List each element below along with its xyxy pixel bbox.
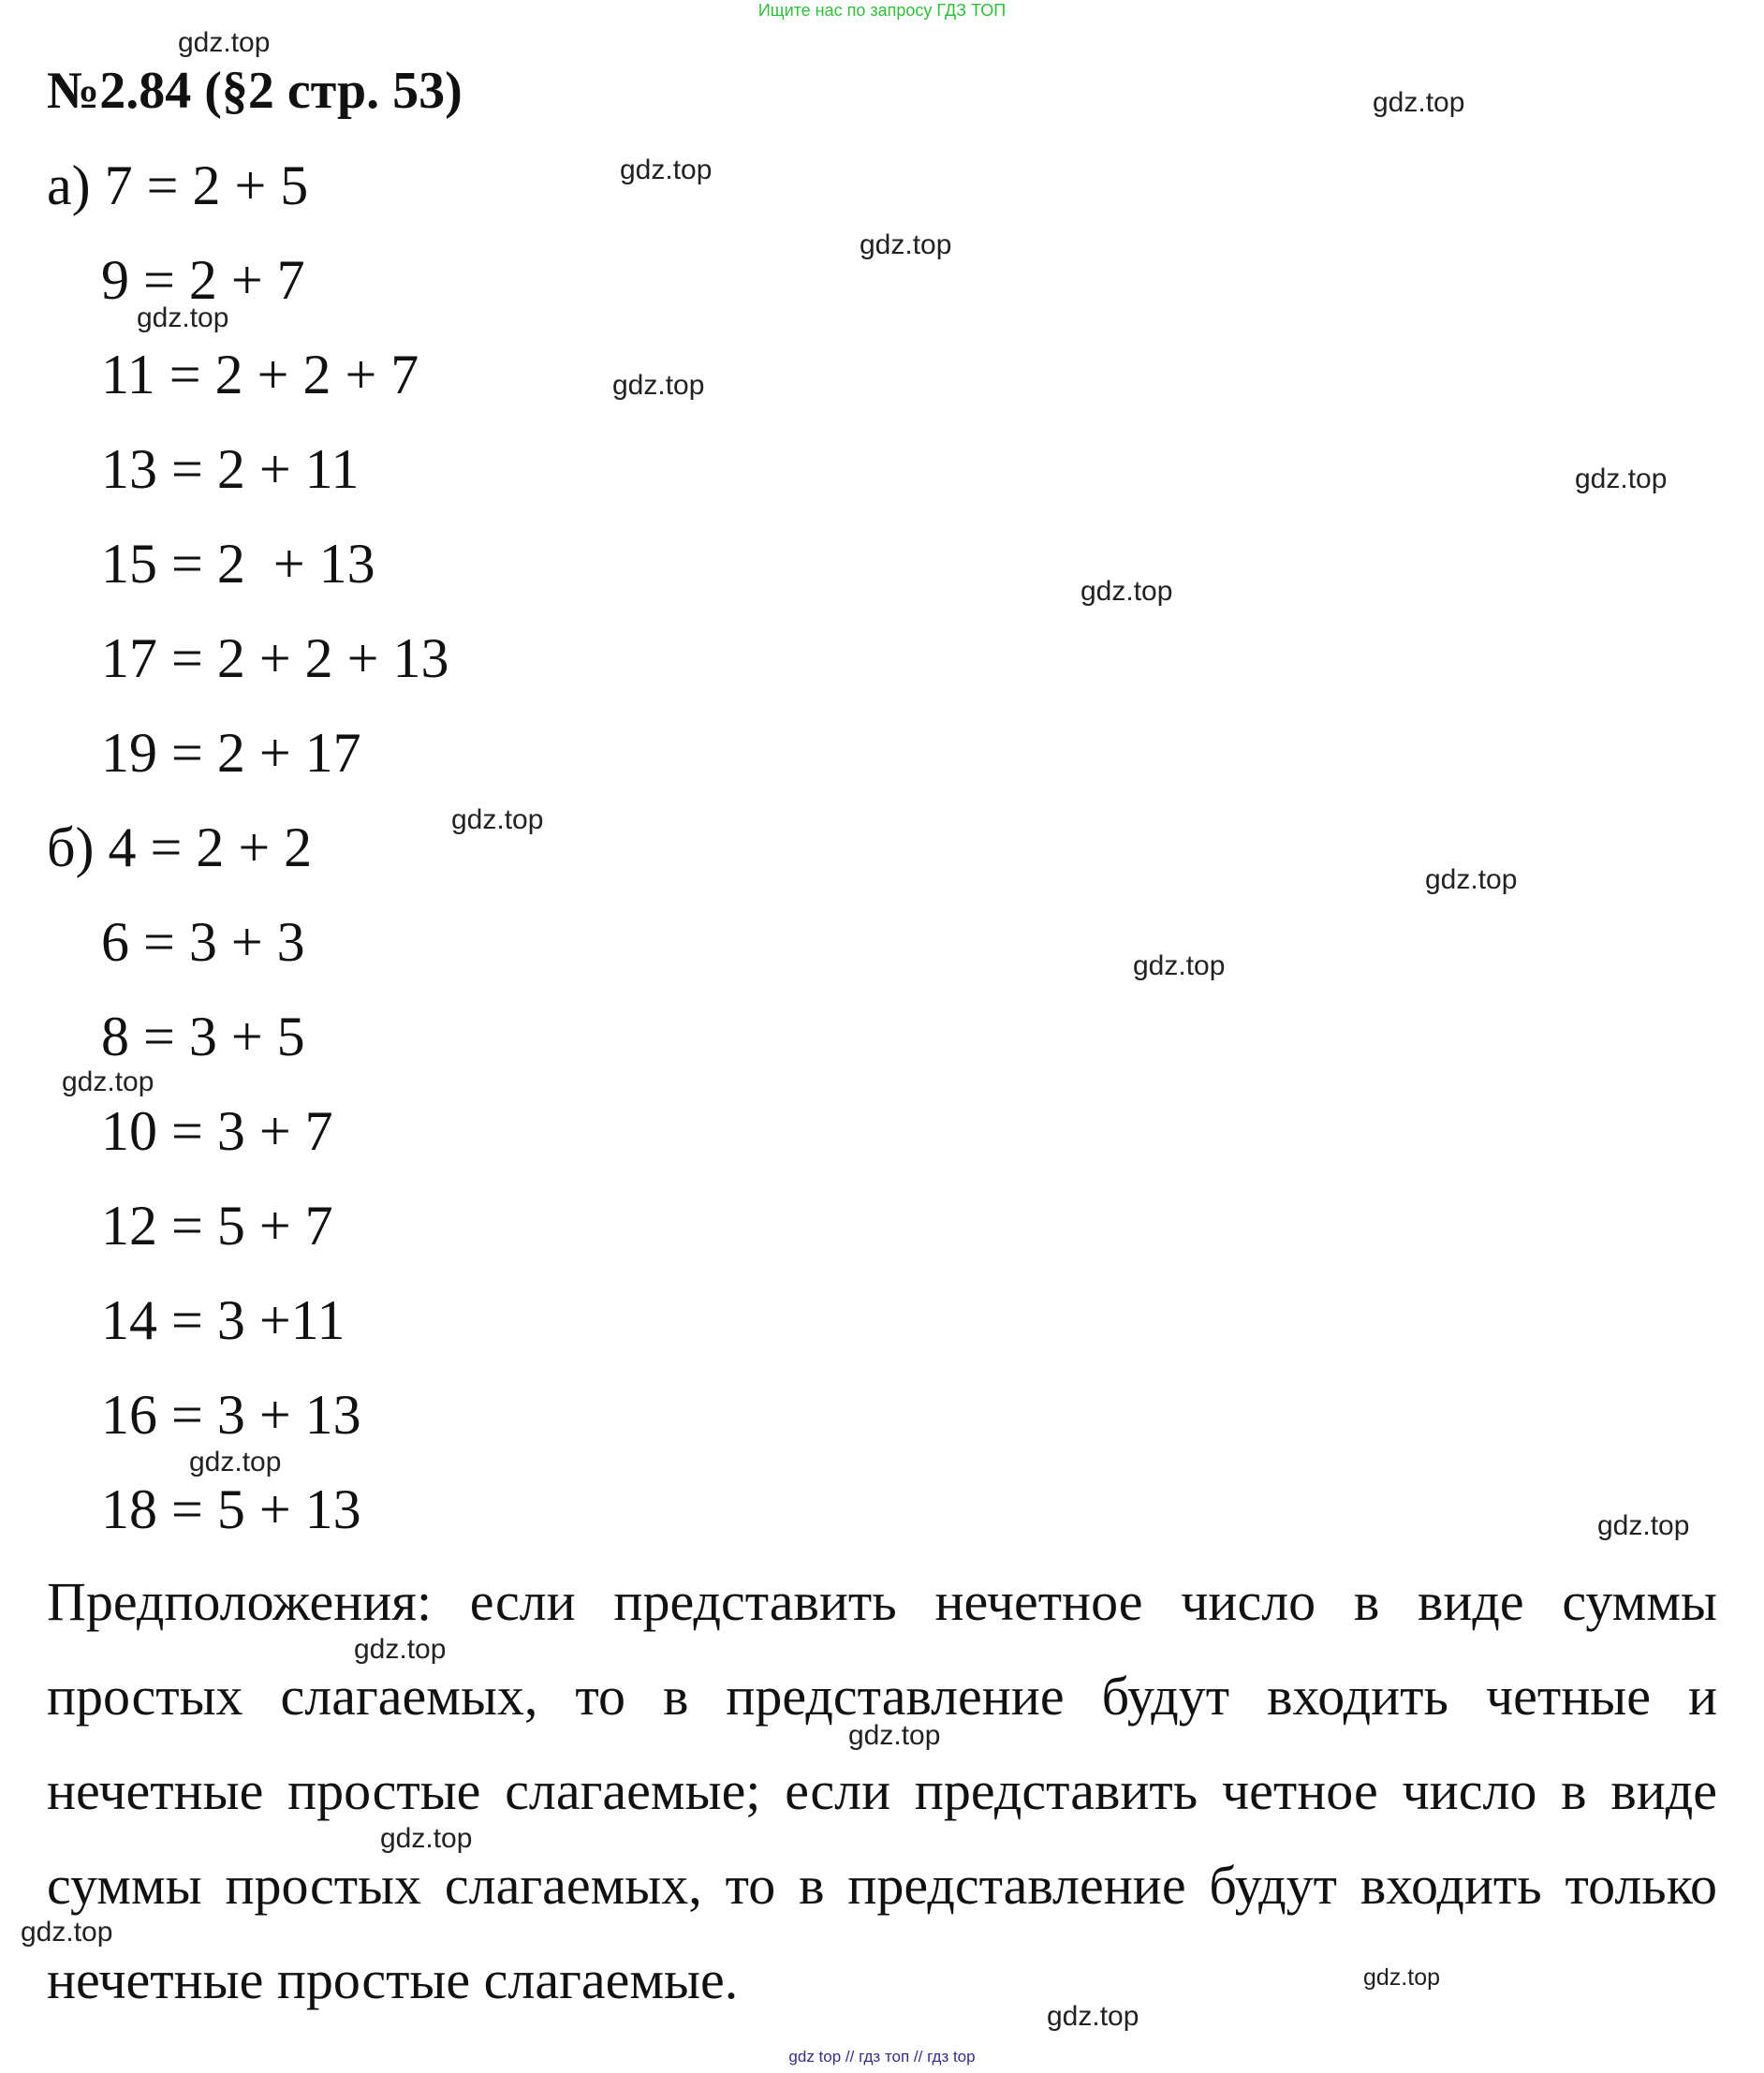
conclusion-line-1: Предположения: если представить нечетное число в виде суммы [47, 1571, 1717, 1632]
watermark: gdz.top [612, 370, 705, 401]
equation-b-7: 16 = 3 + 13 [101, 1384, 361, 1446]
equation-b-5: 12 = 5 + 7 [101, 1195, 333, 1257]
watermark: gdz.top [1363, 1964, 1441, 1991]
equation-b-1: б) 4 = 2 + 2 [47, 816, 313, 878]
watermark: gdz.top [189, 1447, 282, 1478]
watermark: gdz.top [178, 27, 271, 58]
equation-a-4: 13 = 2 + 11 [101, 438, 360, 500]
equation-b-2: 6 = 3 + 3 [101, 911, 305, 973]
equation-a-7: 19 = 2 + 17 [101, 722, 361, 784]
watermark: gdz.top [848, 1720, 941, 1751]
equation-a-2: 9 = 2 + 7 [101, 249, 305, 311]
equation-a-1: а) 7 = 2 + 5 [47, 154, 309, 216]
watermark: gdz.top [1373, 87, 1465, 118]
watermark: gdz.top [1597, 1510, 1690, 1541]
equation-a-3: 11 = 2 + 2 + 7 [101, 344, 419, 405]
watermark: gdz.top [1575, 463, 1668, 494]
equation-a-6: 17 = 2 + 2 + 13 [101, 627, 449, 689]
watermark: gdz.top [860, 229, 952, 260]
watermark: gdz.top [1080, 576, 1173, 607]
search-banner: Ищите нас по запросу ГДЗ ТОП [757, 1, 1007, 20]
equation-b-4: 10 = 3 + 7 [101, 1100, 333, 1162]
watermark: gdz.top [1425, 864, 1518, 895]
equation-b-6: 14 = 3 +11 [101, 1289, 345, 1351]
conclusion-line-5: нечетные простые слагаемые. [47, 1949, 739, 2010]
watermark: gdz.top [1133, 950, 1226, 981]
footer-links: gdz top // гдз топ // гдз top [788, 2048, 976, 2066]
watermark: gdz.top [380, 1823, 473, 1854]
page-title: №2.84 (§2 стр. 53) [47, 62, 463, 120]
watermark: gdz.top [21, 1917, 113, 1948]
conclusion-line-3: нечетные простые слагаемые; если представить четное число в виде [47, 1760, 1717, 1821]
watermark: gdz.top [137, 302, 229, 333]
watermark: gdz.top [354, 1634, 447, 1665]
conclusion-line-2: простых слагаемых, то в представление будут входить четные и [47, 1666, 1717, 1727]
watermark: gdz.top [620, 154, 713, 185]
watermark: gdz.top [62, 1066, 154, 1097]
conclusion-line-4: суммы простых слагаемых, то в представление будут входить только [47, 1855, 1717, 1916]
equation-a-5: 15 = 2 + 13 [101, 533, 375, 595]
equation-b-3: 8 = 3 + 5 [101, 1006, 305, 1067]
equation-b-8: 18 = 5 + 13 [101, 1478, 361, 1540]
watermark: gdz.top [1047, 2001, 1139, 2032]
watermark: gdz.top [451, 804, 544, 835]
